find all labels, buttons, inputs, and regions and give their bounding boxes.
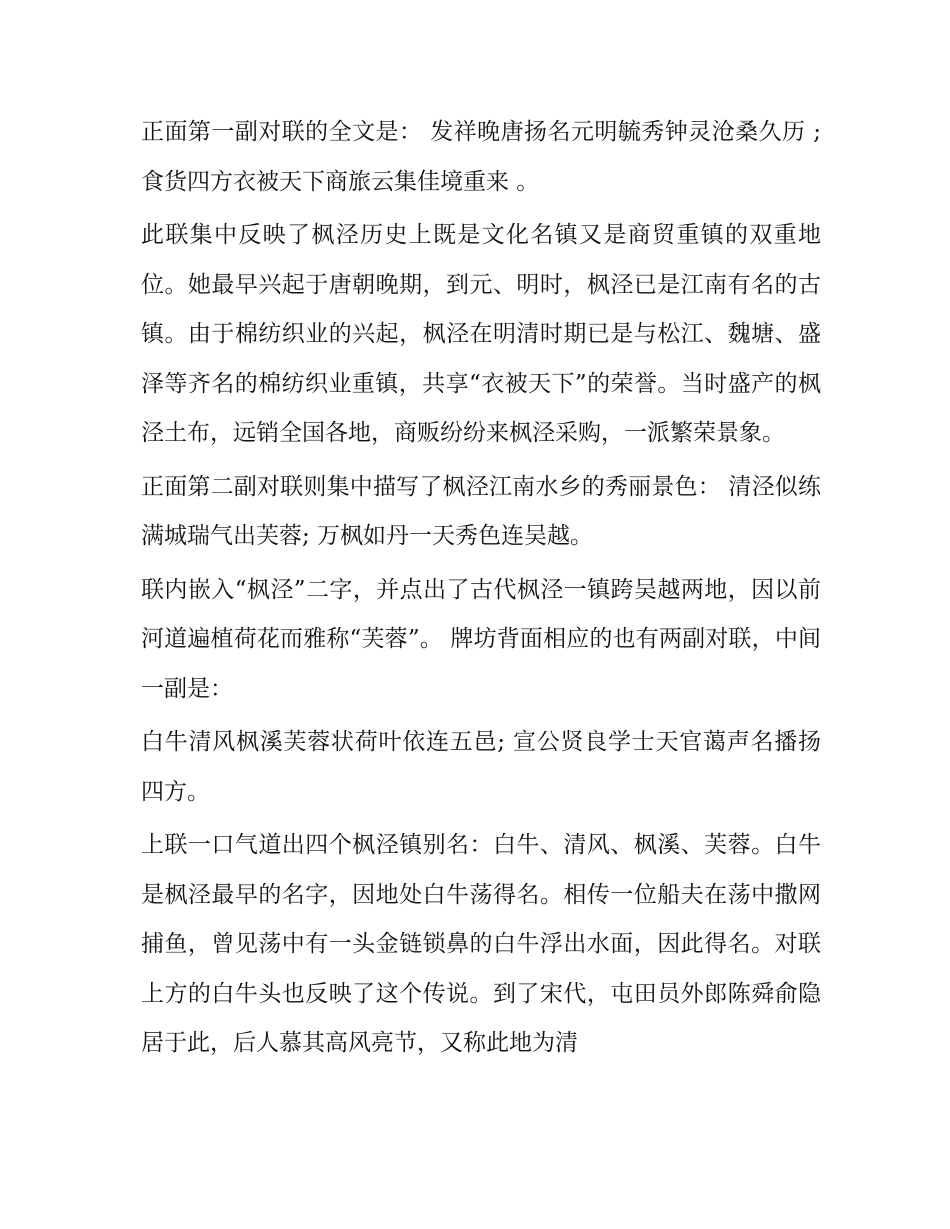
- document-body: [141, 108, 821, 1073]
- paragraph-embedded-names: 联内嵌入“枫泾”二字，并点出了古代枫泾一镇跨吴越两地，因以前河道遍植荷花而雅称“芙蓉”。 牌坊背面相应的也有两副对联，中间一副是：: [141, 576, 821, 702]
- paragraph-aliases: 上联一口气道出四个枫泾镇别名：白牛、清风、枫溪、芙蓉。白牛是枫泾最早的名字，因地处白牛荡得名。相传一位船夫在荡中撒网捕鱼，曾见荡中有一头金链锁鼻的白牛浮出水面，因此得名。对联上方的白牛头也反映了这个传说。到了宋代，屯田员外郎陈舜俞隐居于此，后人慕其高风亮节，又称此地为清: [141, 832, 821, 1056]
- paragraph-back-couplet: 白牛清风枫溪芙蓉状荷叶依连五邑; 宣公贤良学士天官蔼声名播扬四方。: [141, 729, 821, 805]
- paragraph-couplet-one: 正面第一副对联的全文是： 发祥晚唐扬名元明毓秀钟灵沧桑久历 ; 食货四方衣被天下商旅云集佳境重来 。: [141, 119, 821, 195]
- paragraph-history: 此联集中反映了枫泾历史上既是文化名镇又是商贸重镇的双重地位。她最早兴起于唐朝晚期，到元、明时，枫泾已是江南有名的古镇。由于棉纺织业的兴起，枫泾在明清时期已是与松江、魏塘、盛泽等齐名的棉纺织业重镇，共享“衣被天下”的荣誉。当时盛产的枫泾土布，远销全国各地，商贩纷纷来枫泾采购，一派繁荣景象。: [141, 222, 821, 446]
- paragraph-couplet-two: 正面第二副对联则集中描写了枫泾江南水乡的秀丽景色： 清泾似练满城瑞气出芙蓉; 万枫如丹一天秀色连吴越。: [141, 473, 821, 549]
